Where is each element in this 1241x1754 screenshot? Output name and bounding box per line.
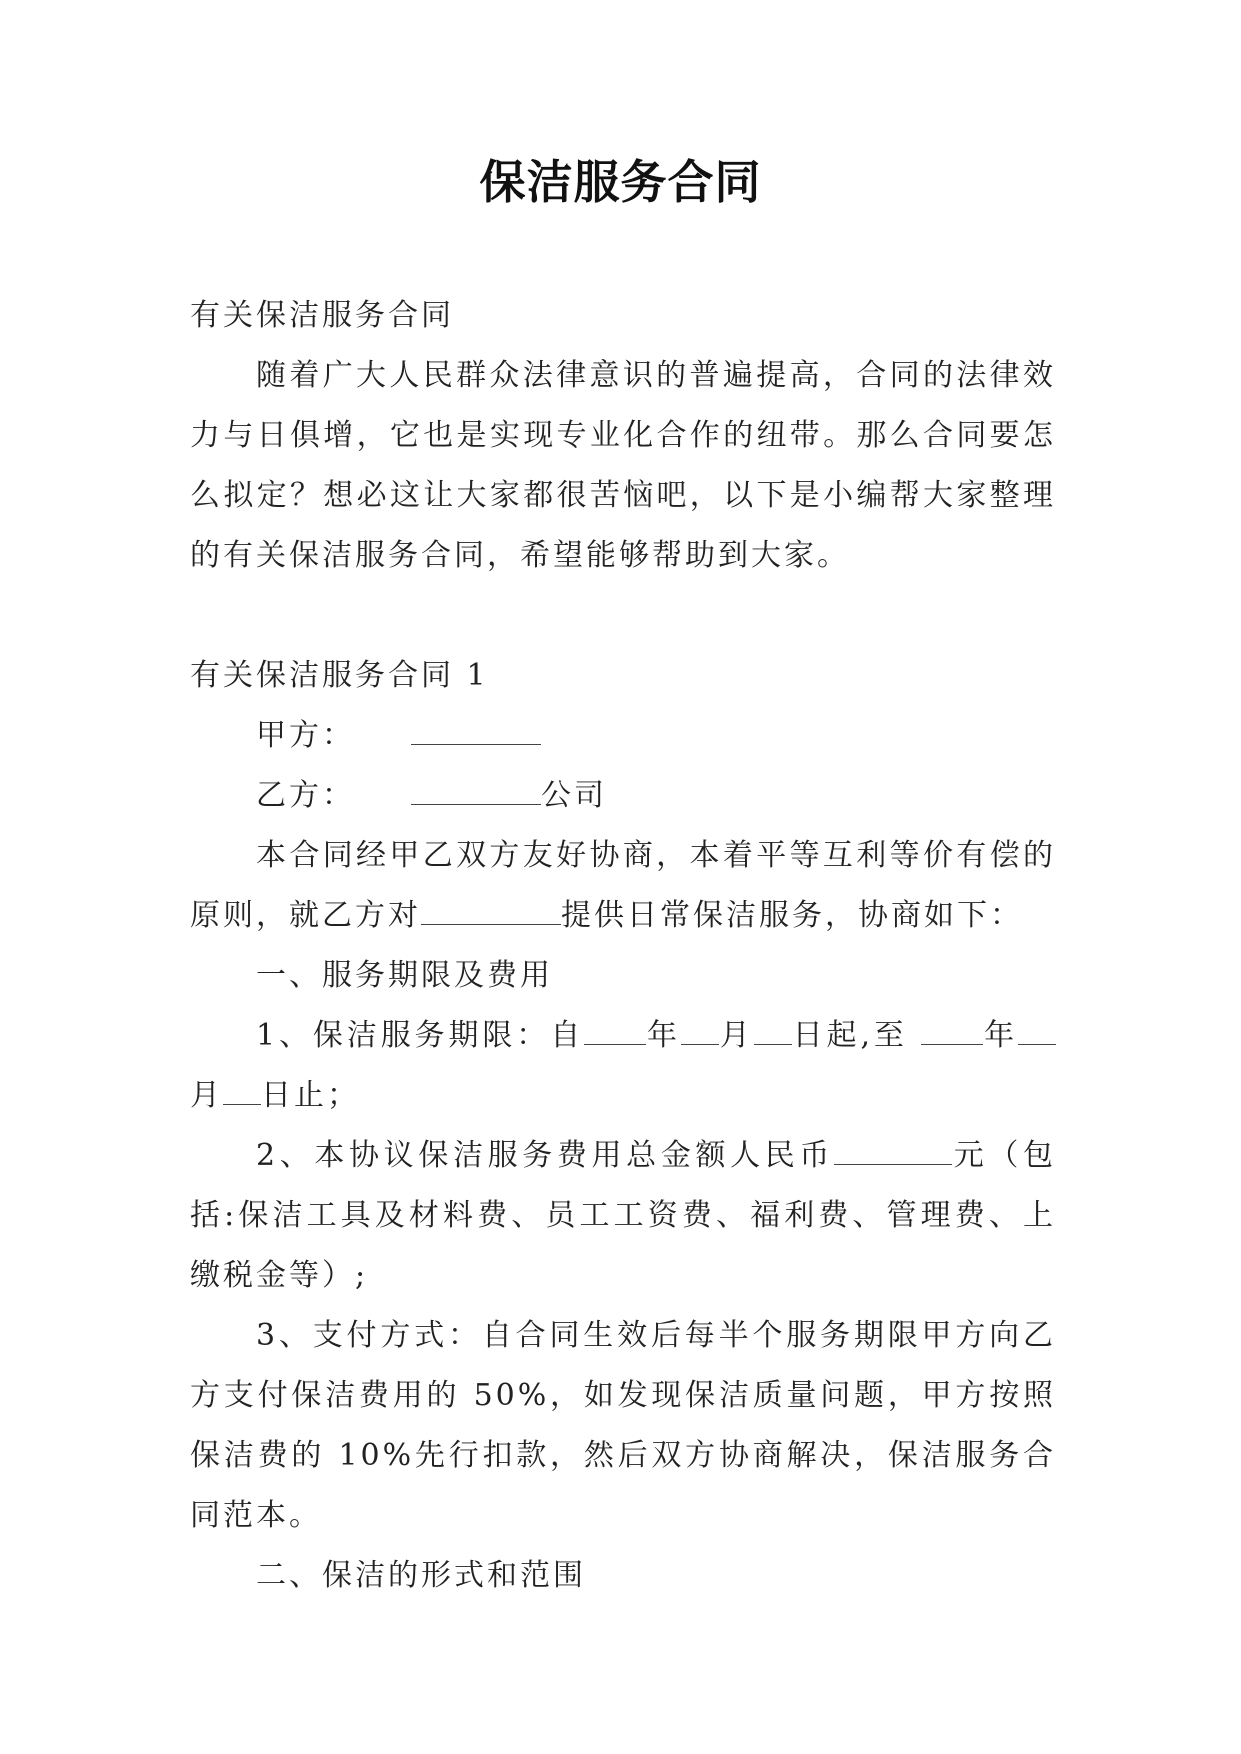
fee-paragraph bbox=[190, 1126, 1056, 1306]
section-1-heading: 有关保洁服务合同 1 bbox=[190, 658, 489, 693]
document-body bbox=[190, 286, 1056, 1606]
party-b-blank bbox=[411, 776, 541, 806]
fee-amount-blank bbox=[834, 1136, 952, 1166]
party-a-label: 甲方： bbox=[256, 718, 355, 753]
clause-2-heading: 二、保洁的形式和范围 bbox=[256, 1558, 586, 1593]
service-object-blank bbox=[421, 896, 561, 926]
fee-prefix: 2、本协议保洁服务费用总金额人民币 bbox=[256, 1138, 835, 1173]
paragraph-gap bbox=[190, 586, 1056, 646]
intro-heading: 有关保洁服务合同 bbox=[190, 298, 454, 333]
intro-paragraph: 随着广大人民群众法律意识的普遍提高，合同的法律效力与日俱增，它也是实现专业化合作的纽带。那么合同要怎么拟定？想必这让大家都很苦恼吧，以下是小编帮大家整理的有关保洁服务合同，希望能够帮助到大家。 bbox=[190, 358, 1056, 573]
agreement-paragraph bbox=[190, 826, 1056, 946]
clause-1-heading: 一、服务期限及费用 bbox=[256, 958, 553, 993]
start-day-blank bbox=[754, 1016, 792, 1046]
term-month-label: 月 bbox=[718, 1018, 754, 1053]
party-a-blank bbox=[411, 716, 541, 746]
term-to-label: 日止； bbox=[261, 1078, 360, 1113]
party-b-label: 乙方： bbox=[256, 778, 355, 813]
agreement-text-2: 提供日常保洁服务，协商如下： bbox=[561, 898, 1023, 933]
end-year-blank bbox=[921, 1016, 983, 1046]
term-month2-label: 月 bbox=[190, 1078, 223, 1113]
service-term-paragraph bbox=[190, 1006, 1056, 1126]
start-month-blank bbox=[681, 1016, 719, 1046]
party-b-line bbox=[190, 766, 1056, 826]
term-year-label: 年 bbox=[646, 1018, 681, 1053]
agreement-text-1: 本合同经甲乙双方友好协商，本着平等互利等价有偿的原则，就乙方对 bbox=[190, 838, 1056, 933]
term-from-label: 日起,至 bbox=[791, 1018, 922, 1053]
end-month-blank bbox=[1018, 1016, 1056, 1046]
document-title: 保洁服务合同 bbox=[479, 155, 762, 209]
party-a-line bbox=[190, 706, 1056, 766]
start-year-blank bbox=[584, 1016, 646, 1046]
payment-paragraph: 3、支付方式：自合同生效后每半个服务期限甲方向乙方支付保洁费用的 50%，如发现保洁质量问题，甲方按照保洁费的 10%先行扣款，然后双方协商解决，保洁服务合同范本。 bbox=[190, 1318, 1056, 1533]
end-day-blank bbox=[223, 1076, 261, 1106]
fee-suffix: 元（包括:保洁工具及材料费、员工工资费、福利费、管理费、上缴税金等）; bbox=[190, 1138, 1056, 1293]
term-year2-label: 年 bbox=[983, 1018, 1019, 1053]
term-prefix: 1、保洁服务期限：自 bbox=[256, 1018, 585, 1053]
party-b-suffix: 公司 bbox=[541, 778, 607, 813]
